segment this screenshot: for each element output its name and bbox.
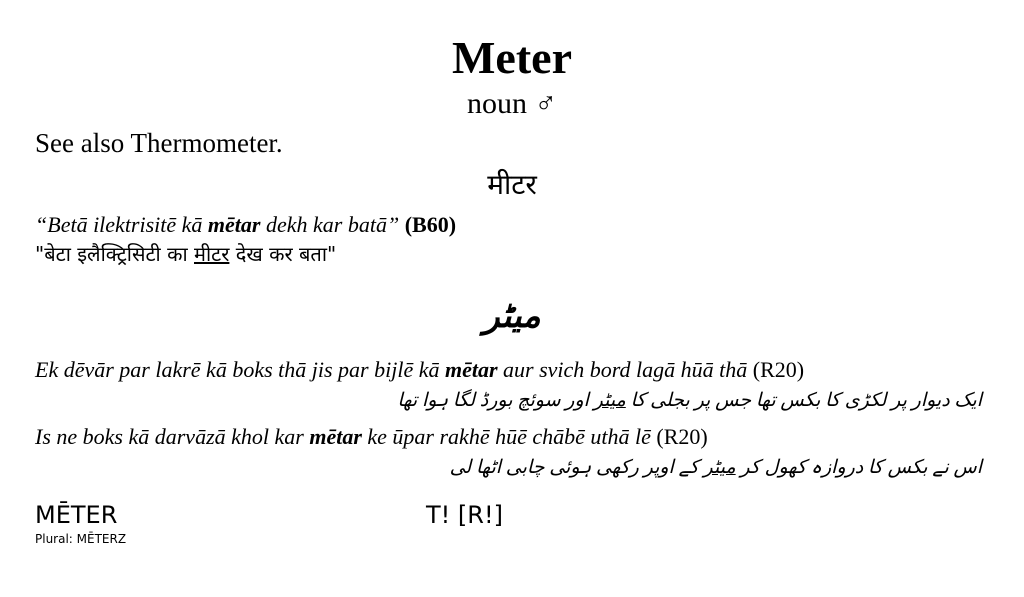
see-also-reference: See also Thermometer. (35, 128, 283, 158)
hindi-example-transliteration (35, 211, 456, 239)
urdu-example-1-native (397, 386, 982, 416)
translit-text-after: aur svich bord lagā hūā thā (497, 357, 748, 382)
urdu-example-2-native (450, 453, 982, 483)
keyword-highlight: mētar (207, 212, 261, 237)
pronunciation-code: T! [R!] (426, 501, 503, 529)
quote-close: ” (386, 212, 400, 237)
translit-text-before: Betā ilektrisitē kā (47, 212, 208, 237)
native-keyword: मीटर (194, 242, 230, 266)
source-reference: (R20) (747, 357, 805, 382)
urdu-example-2-transliteration (35, 423, 708, 451)
pronunciation-respelling: MĒTER (35, 501, 118, 529)
translit-text-before: Ek dēvār par lakrē kā boks thā jis par bijlē kā (35, 357, 445, 382)
hindi-example-native (35, 239, 336, 269)
native-text-before: ایک دیوار پر لکڑی کا بکس تھا جس پر بجلی کا (625, 390, 982, 411)
native-keyword: میٹر (703, 457, 736, 478)
source-reference: (R20) (650, 424, 708, 449)
urdu-headword: میٹر (483, 298, 541, 335)
keyword-highlight: mētar (309, 424, 362, 449)
native-text-after: کے اوپر رکھی ہوئی چابی اٹھا لی (449, 457, 704, 478)
plural-form: Plural: MĒTERZ (35, 532, 127, 546)
quote-open: “ (35, 212, 48, 237)
translit-text-after: ke ūpar rakhē hūē chābē uthā lē (361, 424, 651, 449)
native-text-before: "बेटा इलैक्ट्रिसिटी का (35, 242, 194, 266)
entry-title: Meter (452, 32, 572, 83)
native-keyword: میٹر (593, 390, 626, 411)
native-text-after: اور سوئچ بورڈ لگا ہوا تھا (397, 390, 594, 411)
hindi-headword: मीटर (487, 168, 537, 201)
translit-text-before: Is ne boks kā darvāzā khol kar (35, 424, 310, 449)
keyword-highlight: mētar (444, 357, 498, 382)
urdu-example-1-transliteration (35, 356, 804, 384)
source-reference: (B60) (399, 212, 457, 237)
native-text-before: اس نے بکس کا دروازہ کھول کر (735, 457, 982, 478)
translit-text-after: dekh kar batā (260, 212, 387, 237)
part-of-speech: noun ♂ (467, 87, 557, 120)
native-text-after: देख कर बता" (229, 242, 337, 266)
